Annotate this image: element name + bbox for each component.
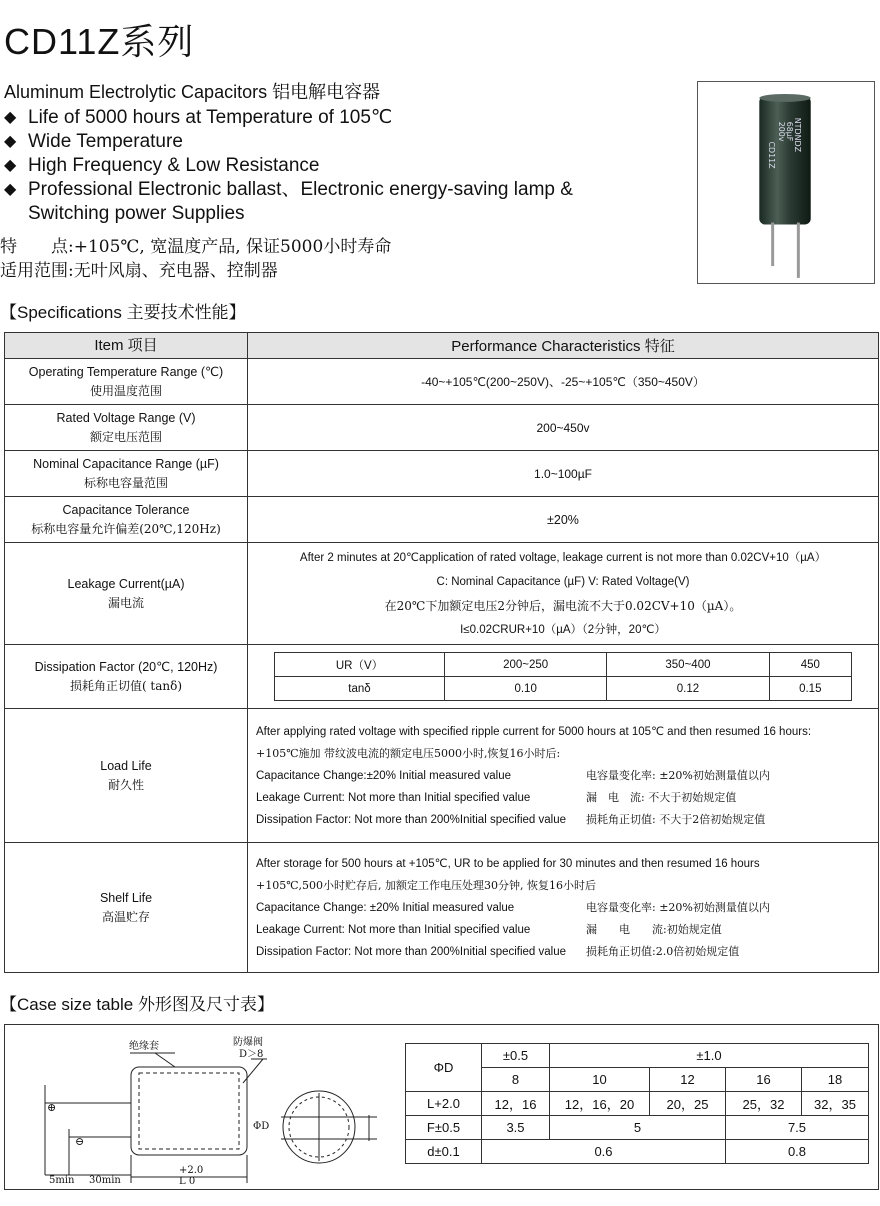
- diamond-icon: ◆: [4, 181, 17, 198]
- tan-value: 0.10: [445, 677, 607, 701]
- bullet-item: ◆ Life of 5000 hours at Temperature of 105℃: [4, 107, 393, 128]
- leak-line: 在20℃下加额定电压2分钟后，漏电流不大于0.02CV+10（µA）。: [384, 598, 742, 613]
- table-row: [5, 645, 879, 709]
- dim-l-tol: +2.0: [179, 1165, 204, 1176]
- tan-value: 0.12: [607, 677, 769, 701]
- life-line: After applying rated voltage with specified ripple current for 5000 hours at 105℃ and then resumed 16 hours:: [256, 725, 812, 738]
- size-cell: 10: [550, 1068, 650, 1092]
- l-value: 25，32: [726, 1092, 802, 1116]
- life-cn: 漏 电 流: 不大于初始规定值: [586, 790, 737, 804]
- bullet-item: ◆ Professional Electronic ballast、Electronic energy-saving lamp & Switching power Supplies: [4, 179, 573, 224]
- leak-line: I≤0.02CRUR+10（µA）（2分钟，20℃）: [460, 623, 666, 636]
- item-cn: 耐久性: [107, 777, 144, 792]
- item-en: Capacitance Tolerance: [62, 502, 190, 517]
- page-title: CD11Z系列: [4, 21, 195, 62]
- life-en: Leakage Current: Not more than Initial specified value: [256, 791, 531, 804]
- col-item-header: Item 项目: [5, 333, 248, 359]
- table-row: [5, 543, 879, 645]
- product-subtitle: Aluminum Electrolytic Capacitors 铝电解电容器: [4, 82, 381, 102]
- item-cn: 标称电容量允许偏差(20℃,120Hz): [31, 521, 221, 536]
- table-row: [5, 405, 879, 451]
- life-en: Leakage Current: Not more than Initial specified value: [256, 923, 531, 936]
- case-size-table: [405, 1043, 869, 1164]
- tol-05: ±0.5: [482, 1044, 550, 1068]
- tan-value: 0.15: [769, 677, 851, 701]
- size-cell: 16: [726, 1068, 802, 1092]
- application-cn: 适用范围:无叶风扇、充电器、控制器: [0, 261, 278, 281]
- tol-10: ±1.0: [550, 1044, 869, 1068]
- bullet-item: ◆ High Frequency & Low Resistance: [4, 155, 320, 176]
- item-en: Nominal Capacitance Range (µF): [33, 456, 219, 471]
- item-en: Operating Temperature Range (℃): [28, 364, 224, 379]
- f-value: 5: [550, 1116, 726, 1140]
- size-cell: 18: [802, 1068, 869, 1092]
- l-value: 12，16: [482, 1092, 550, 1116]
- diamond-icon: ◆: [4, 157, 17, 174]
- tan-header: UR（V）: [275, 653, 445, 677]
- tan-header: 200~250: [445, 653, 607, 677]
- d-value: 0.6: [482, 1140, 726, 1164]
- leak-line: C: Nominal Capacitance (µF) V: Rated Voltage(V): [436, 575, 690, 588]
- dimension-drawing: [5, 1025, 400, 1191]
- cap-label: NTDNDZ: [792, 117, 802, 153]
- life-cn: 损耗角正切值:2.0倍初始规定值: [586, 944, 740, 958]
- life-cn: 电容量变化率: ±20%初始测量值以内: [586, 768, 770, 782]
- table-row: [5, 709, 879, 843]
- item-value: ±20%: [248, 497, 879, 543]
- feature-bullets: [4, 106, 644, 226]
- life-cn: 漏 电 流:初始规定值: [586, 922, 722, 936]
- life-cn: 损耗角正切值: 不大于2倍初始规定值: [586, 812, 766, 826]
- life-line: After storage for 500 hours at +105℃, UR to be applied for 30 minutes and then resumed 16 hours: [256, 857, 760, 870]
- item-cn: 损耗角正切值( tanδ): [69, 678, 183, 693]
- bullet-item: ◆ Wide Temperature: [4, 131, 183, 152]
- item-cn: 使用温度范围: [89, 383, 162, 398]
- life-en: Capacitance Change: ±20% Initial measured value: [256, 901, 515, 914]
- item-cn: 标称电容量范围: [83, 475, 168, 490]
- cap-label: 68µF: [784, 121, 794, 142]
- life-en: Capacitance Change:±20% Initial measured value: [256, 769, 511, 782]
- item-en: Shelf Life: [99, 890, 153, 905]
- l-value: 32，35: [802, 1092, 869, 1116]
- minus-icon: ⊖: [75, 1135, 85, 1148]
- f-value: 3.5: [482, 1116, 550, 1140]
- item-en: Load Life: [100, 758, 152, 773]
- item-value: -40~+105℃(200~250V)、-25~+105℃（350~450V）: [248, 359, 879, 405]
- item-cn: 高温贮存: [101, 909, 150, 924]
- dim-5min: 5min: [49, 1175, 75, 1186]
- shelf-life-value: [248, 843, 879, 973]
- item-value: 1.0~100µF: [248, 451, 879, 497]
- life-cn: 电容量变化率: ±20%初始测量值以内: [586, 900, 770, 914]
- leak-line: After 2 minutes at 20℃application of rated voltage, leakage current is not more than 0.02CV+10（µA）: [299, 551, 827, 564]
- life-line: +105℃,500小时贮存后, 加额定工作电压处理30分钟, 恢复16小时后: [256, 878, 596, 892]
- f-value: 7.5: [726, 1116, 869, 1140]
- item-en: Rated Voltage Range (V): [56, 410, 196, 425]
- size-cell: 12: [650, 1068, 726, 1092]
- case-size-panel: [4, 1024, 879, 1190]
- dim-d: ΦD: [253, 1121, 270, 1132]
- dim-l: L 0: [179, 1176, 196, 1187]
- life-en: Dissipation Factor: Not more than 200%Initial specified value: [256, 945, 567, 958]
- vent-dim: D＞8: [239, 1049, 264, 1060]
- spec-section-title: 【Specifications 主要技术性能】: [0, 303, 246, 322]
- l-value: 12，16，20: [550, 1092, 650, 1116]
- cap-label: 200v: [777, 121, 787, 142]
- tan-header: 450: [769, 653, 851, 677]
- f-label: F±0.5: [406, 1116, 482, 1140]
- life-en: Dissipation Factor: Not more than 200%Initial specified value: [256, 813, 567, 826]
- item-cn: 漏电流: [107, 595, 144, 610]
- phi-label: ΦD: [406, 1044, 482, 1092]
- table-row: [5, 843, 879, 973]
- life-line: +105℃施加 带纹波电流的额定电压5000小时,恢复16小时后:: [256, 746, 561, 760]
- dissipation-value: [248, 645, 879, 709]
- spec-table: [4, 332, 879, 973]
- col-perf-header: Performance Characteristics 特征: [248, 333, 879, 359]
- diamond-icon: ◆: [4, 133, 17, 150]
- item-en: Leakage Current(µA): [67, 576, 185, 591]
- case-section-title: 【Case size table 外形图及尺寸表】: [0, 995, 274, 1014]
- item-value: 200~450v: [248, 405, 879, 451]
- insulation-label: 绝缘套: [129, 1041, 159, 1052]
- size-cell: 8: [482, 1068, 550, 1092]
- item-cn: 额定电压范围: [89, 429, 162, 444]
- l-label: L+2.0: [406, 1092, 482, 1116]
- d-label: d±0.1: [406, 1140, 482, 1164]
- item-en: Dissipation Factor (20℃, 120Hz): [34, 659, 218, 674]
- table-row: [5, 497, 879, 543]
- feature-cn: 特 点:+105℃, 宽温度产品, 保证5000小时寿命: [0, 237, 392, 257]
- cap-label: CD11Z: [767, 141, 777, 169]
- table-row: [5, 451, 879, 497]
- load-life-value: [248, 709, 879, 843]
- tan-header: 350~400: [607, 653, 769, 677]
- capacitor-image: [698, 82, 874, 283]
- table-row: [5, 359, 879, 405]
- tan-value: tanδ: [275, 677, 445, 701]
- diamond-icon: ◆: [4, 109, 17, 126]
- tan-delta-table: [274, 652, 852, 701]
- vent-label: 防爆阀: [233, 1037, 263, 1048]
- leakage-value: [248, 543, 879, 645]
- d-value: 0.8: [726, 1140, 869, 1164]
- dim-30min: 30min: [89, 1175, 121, 1186]
- capacitor-photo: [697, 81, 875, 284]
- l-value: 20，25: [650, 1092, 726, 1116]
- plus-icon: ⊕: [47, 1101, 57, 1114]
